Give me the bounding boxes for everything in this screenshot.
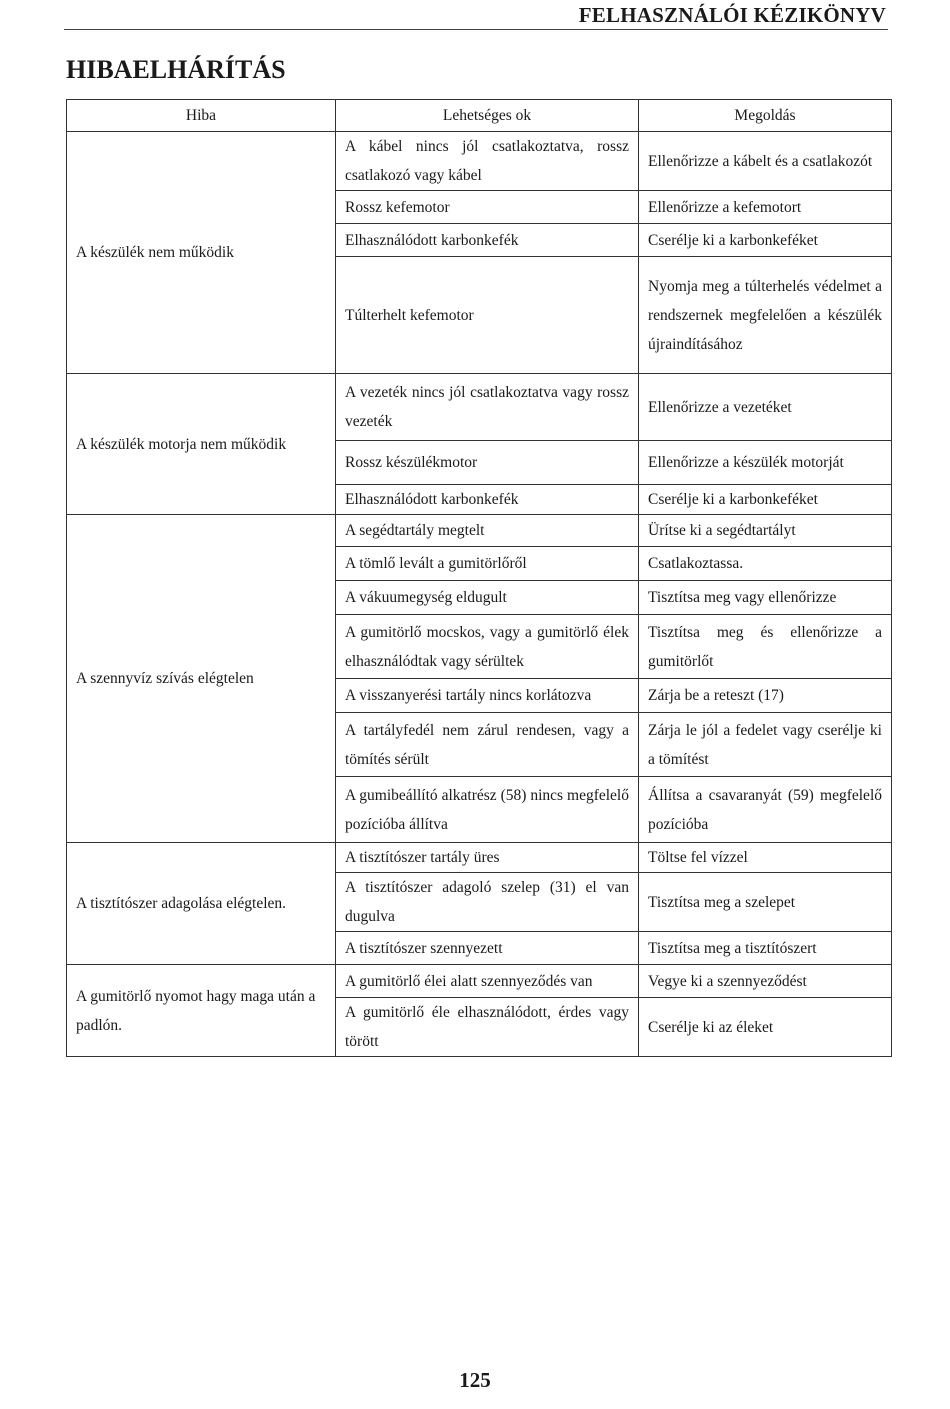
remedy-cell: Zárja le jól a fedelet vagy cserélje ki a tömítést	[639, 713, 892, 777]
table-header-row	[67, 100, 892, 132]
cause-cell: A tisztítószer tartály üres	[336, 843, 639, 873]
remedy-cell: Tisztítsa meg a szelepet	[639, 873, 892, 932]
remedy-cell: Tisztítsa meg vagy ellenőrizze	[639, 581, 892, 615]
page-number: 125	[459, 1368, 491, 1392]
troubleshooting-table	[66, 99, 892, 1057]
cause-cell: A vezeték nincs jól csatlakoztatva vagy rossz vezeték	[336, 374, 639, 441]
remedy-cell: Ellenőrizze a vezetéket	[639, 374, 892, 441]
cause-cell: Elhasználódott karbonkefék	[336, 224, 639, 257]
cause-cell: A visszanyerési tartály nincs korlátozva	[336, 679, 639, 713]
cause-cell: A tisztítószer adagoló szelep (31) el van dugulva	[336, 873, 639, 932]
remedy-cell: Ellenőrizze a kefemotort	[639, 191, 892, 224]
table-row	[67, 374, 892, 441]
fault-cell: A gumitörlő nyomot hagy maga után a padlón.	[67, 965, 336, 1057]
table-row	[67, 965, 892, 998]
remedy-cell: Cserélje ki az éleket	[639, 998, 892, 1057]
cause-cell: A gumitörlő élei alatt szennyeződés van	[336, 965, 639, 998]
cause-cell: A gumitörlő mocskos, vagy a gumitörlő élek elhasználódtak vagy sérültek	[336, 615, 639, 679]
fault-cell: A tisztítószer adagolása elégtelen.	[67, 843, 336, 965]
cause-cell: A vákuumegység eldugult	[336, 581, 639, 615]
remedy-cell: Zárja be a reteszt (17)	[639, 679, 892, 713]
column-header-cause: Lehetséges ok	[336, 100, 639, 132]
header-divider	[64, 29, 888, 30]
column-header-fault: Hiba	[67, 100, 336, 132]
cause-cell: A gumitörlő éle elhasználódott, érdes vagy törött	[336, 998, 639, 1057]
remedy-cell: Cserélje ki a karbonkeféket	[639, 485, 892, 515]
remedy-cell: Töltse fel vízzel	[639, 843, 892, 873]
remedy-cell: Ellenőrizze a kábelt és a csatlakozót	[639, 132, 892, 191]
remedy-cell: Nyomja meg a túlterhelés védelmet a rendszernek megfelelően a készülék újraindításához	[639, 257, 892, 374]
table-row	[67, 515, 892, 547]
column-header-remedy: Megoldás	[639, 100, 892, 132]
remedy-cell: Állítsa a csavaranyát (59) megfelelő pozícióba	[639, 777, 892, 843]
table-row	[67, 132, 892, 191]
cause-cell: A tömlő levált a gumitörlőről	[336, 547, 639, 581]
cause-cell: Rossz kefemotor	[336, 191, 639, 224]
table-body	[67, 132, 892, 1057]
remedy-cell: Ellenőrizze a készülék motorját	[639, 441, 892, 485]
remedy-cell: Cserélje ki a karbonkeféket	[639, 224, 892, 257]
remedy-cell: Tisztítsa meg és ellenőrizze a gumitörlőt	[639, 615, 892, 679]
remedy-cell: Ürítse ki a segédtartályt	[639, 515, 892, 547]
fault-cell: A készülék motorja nem működik	[67, 374, 336, 515]
remedy-cell: Tisztítsa meg a tisztítószert	[639, 932, 892, 965]
running-header: FELHASZNÁLÓI KÉZIKÖNYV	[578, 3, 886, 27]
remedy-cell: Vegye ki a szennyeződést	[639, 965, 892, 998]
cause-cell: A tisztítószer szennyezett	[336, 932, 639, 965]
cause-cell: Elhasználódott karbonkefék	[336, 485, 639, 515]
section-title: HIBAELHÁRÍTÁS	[66, 55, 286, 84]
fault-cell: A készülék nem működik	[67, 132, 336, 374]
table-row	[67, 843, 892, 873]
cause-cell: A gumibeállító alkatrész (58) nincs megfelelő pozícióba állítva	[336, 777, 639, 843]
cause-cell: A kábel nincs jól csatlakoztatva, rossz csatlakozó vagy kábel	[336, 132, 639, 191]
remedy-cell: Csatlakoztassa.	[639, 547, 892, 581]
cause-cell: A tartályfedél nem zárul rendesen, vagy a tömítés sérült	[336, 713, 639, 777]
fault-cell: A szennyvíz szívás elégtelen	[67, 515, 336, 843]
cause-cell: Rossz készülékmotor	[336, 441, 639, 485]
cause-cell: Túlterhelt kefemotor	[336, 257, 639, 374]
cause-cell: A segédtartály megtelt	[336, 515, 639, 547]
